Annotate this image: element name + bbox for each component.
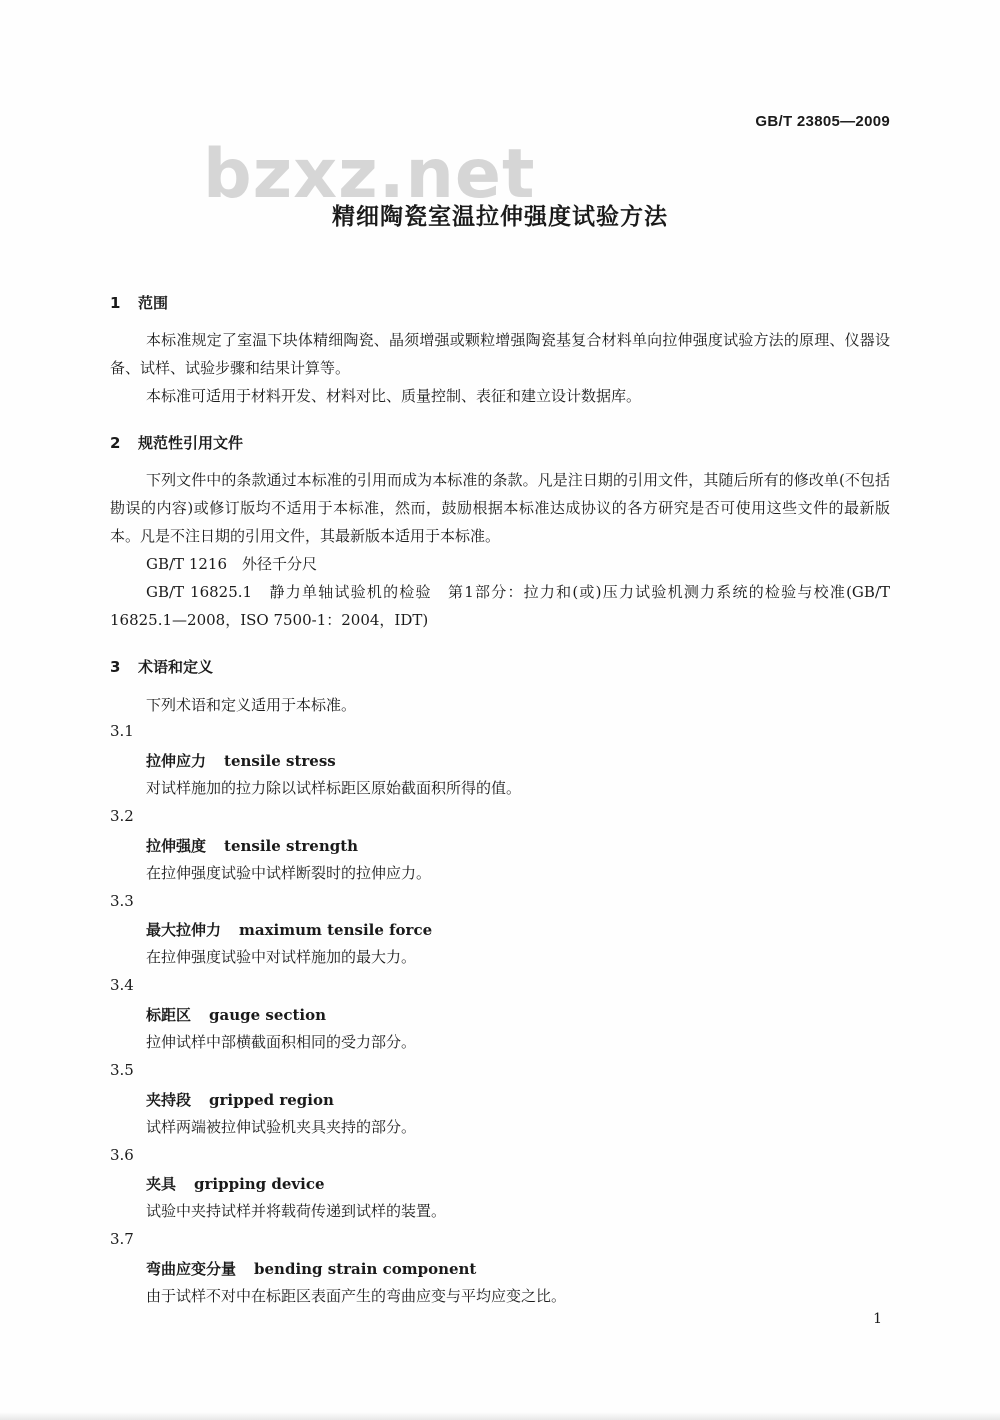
page-edge-shadow <box>0 1412 1000 1420</box>
term-name-zh: 夹具 <box>146 1175 177 1193</box>
section-heading-references <box>110 432 243 453</box>
section-heading-scope <box>110 292 168 313</box>
term-name-zh: 拉伸强度 <box>146 837 207 855</box>
term-name-en: tensile stress <box>224 752 336 770</box>
term-definition: 对试样施加的拉力除以试样标距区原始截面积所得的值。 <box>146 779 522 797</box>
term-definition: 试样两端被拉伸试验机夹具夹持的部分。 <box>146 1118 417 1136</box>
term-number: 3.3 <box>110 892 134 910</box>
term-name-zh: 夹持段 <box>146 1091 192 1109</box>
term-name-en: bending strain component <box>254 1260 477 1278</box>
term-name-zh: 标距区 <box>146 1006 192 1024</box>
section-number: 3 <box>110 658 121 676</box>
scope-paragraph-2: 本标准可适用于材料开发、材料对比、质量控制、表征和建立设计数据库。 <box>146 387 642 405</box>
term-definition: 拉伸试样中部横截面积相同的受力部分。 <box>146 1033 417 1051</box>
term-name-en: gauge section <box>209 1006 327 1024</box>
term-definition: 试验中夹持试样并将载荷传递到试样的装置。 <box>146 1202 447 1220</box>
term-name-zh: 弯曲应变分量 <box>146 1260 237 1278</box>
section-title: 术语和定义 <box>138 658 214 676</box>
references-intro: 下列文件中的条款通过本标准的引用而成为本标准的条款。凡是注日期的引用文件，其随后所有的修改单(不包括勘误的内容)或修订版均不适用于本标准，然而，鼓励根据本标准达成协议的各方研究是否可使用这些文件的最新版本。凡是不注日期的引用文件，其最新版本适用于本标准。 <box>110 471 890 545</box>
section-heading-terms <box>110 656 213 677</box>
term-number: 3.6 <box>110 1146 134 1164</box>
term-name <box>146 1004 326 1025</box>
term-number: 3.4 <box>110 976 134 994</box>
term-name <box>146 1089 334 1110</box>
term-name-zh: 拉伸应力 <box>146 752 207 770</box>
term-name <box>146 919 432 940</box>
term-number: 3.7 <box>110 1230 134 1248</box>
term-definition: 在拉伸强度试验中对试样施加的最大力。 <box>146 948 417 966</box>
section-number: 1 <box>110 294 121 312</box>
standard-code: GB/T 23805—2009 <box>755 113 890 130</box>
section-title: 范围 <box>138 294 169 312</box>
term-number: 3.2 <box>110 807 134 825</box>
document-title: 精细陶瓷室温拉伸强度试验方法 <box>332 204 668 230</box>
term-definition: 在拉伸强度试验中试样断裂时的拉伸应力。 <box>146 864 432 882</box>
term-number: 3.5 <box>110 1061 134 1079</box>
reference-item-2: GB/T 16825.1 静力单轴试验机的检验 第1部分：拉力和(或)压力试验机测力系统的检验与校准(GB/T 16825.1—2008，ISO 7500-1：2004，IDT) <box>110 583 890 629</box>
term-definition: 由于试样不对中在标距区表面产生的弯曲应变与平均应变之比。 <box>146 1287 567 1305</box>
term-name-en: maximum tensile force <box>239 921 433 939</box>
term-name <box>146 1173 325 1194</box>
term-name <box>146 750 336 771</box>
section-number: 2 <box>110 434 121 452</box>
term-name-zh: 最大拉伸力 <box>146 921 222 939</box>
watermark: bzxz.net <box>203 135 536 214</box>
term-name-en: tensile strength <box>224 837 359 855</box>
term-name-en: gripping device <box>194 1175 325 1193</box>
term-name <box>146 1258 476 1279</box>
terms-intro: 下列术语和定义适用于本标准。 <box>146 696 357 714</box>
reference-item-1: GB/T 1216 外径千分尺 <box>146 555 318 573</box>
section-title: 规范性引用文件 <box>138 434 244 452</box>
scope-paragraph-1: 本标准规定了室温下块体精细陶瓷、晶须增强或颗粒增强陶瓷基复合材料单向拉伸强度试验方法的原理、仪器设备、试样、试验步骤和结果计算等。 <box>110 331 890 377</box>
page-number: 1 <box>873 1311 882 1327</box>
term-number: 3.1 <box>110 722 134 740</box>
term-name-en: gripped region <box>209 1091 334 1109</box>
term-name <box>146 835 358 856</box>
